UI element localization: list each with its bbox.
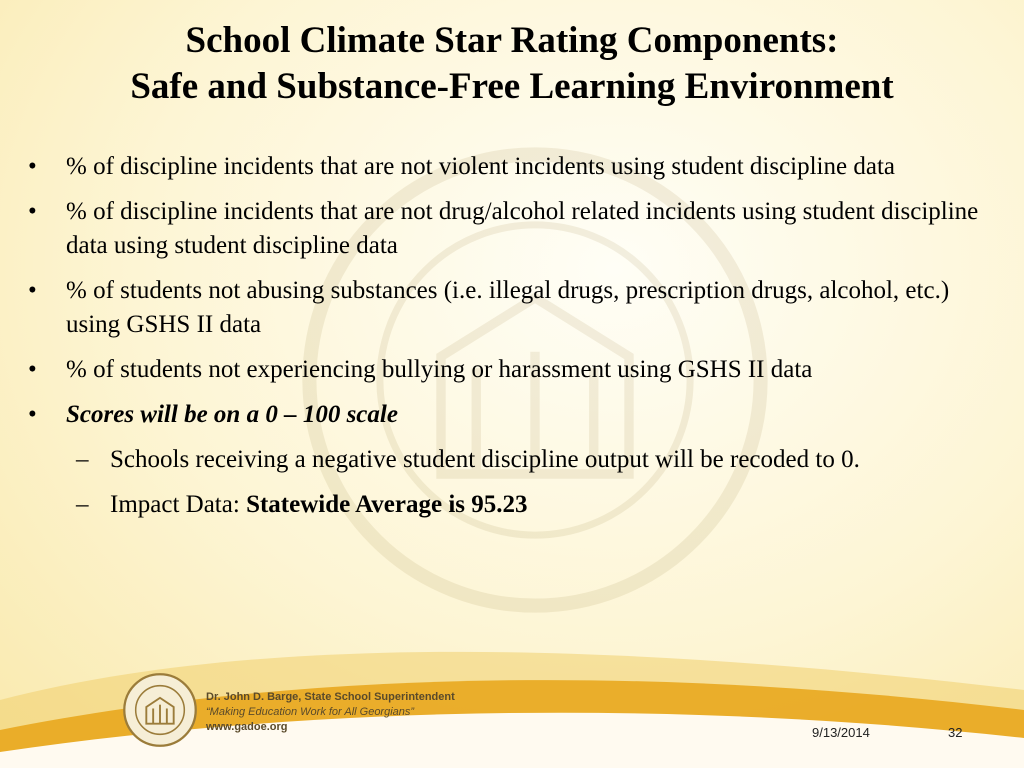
sub-bullet-impact [76, 488, 994, 522]
bullet-item [28, 274, 1002, 342]
bullet-mark: • [28, 277, 37, 304]
bullet-mark: • [28, 401, 37, 428]
content-body [0, 150, 1024, 533]
bullet-mark: • [28, 356, 37, 383]
bullet-text: % of students not experiencing bullying or harassment using GSHS II data [66, 356, 813, 383]
bullet-mark: • [28, 153, 37, 180]
bullet-text: % of students not abusing substances (i.e. illegal drugs, prescription drugs, alcohol, etc.) using GSHS II data [66, 277, 950, 338]
impact-value: Statewide Average is 95.23 [246, 491, 528, 518]
footer-motto: “Making Education Work for All Georgians” [206, 706, 415, 718]
slide-number: 32 [948, 725, 963, 740]
bullet-item-scale [28, 398, 1002, 432]
dash-mark: – [76, 491, 89, 518]
footer-text [206, 690, 455, 735]
bullet-item [28, 195, 1002, 263]
bullet-text: % of discipline incidents that are not violent incidents using student discipline data [66, 153, 895, 180]
title-line-1: School Climate Star Rating Components: [185, 20, 839, 61]
superintendent-name: Dr. John D. Barge, State School Superintendent [206, 691, 455, 703]
impact-prefix: Impact Data: [110, 491, 247, 518]
recode-text: Schools receiving a negative student discipline output will be recoded to 0. [110, 446, 860, 473]
bullet-item [28, 150, 1002, 184]
scale-note: Scores will be on a 0 – 100 scale [66, 401, 398, 428]
bullet-item [28, 353, 1002, 387]
sub-bullet-recode [76, 443, 994, 477]
bullet-text: % of discipline incidents that are not drug/alcohol related incidents using student discipline data using student discipline data [66, 198, 979, 259]
footer-url[interactable]: www.gadoe.org [206, 721, 288, 733]
dash-mark: – [76, 446, 89, 473]
department-of-education-logo [122, 672, 198, 748]
slide-title [0, 18, 1024, 110]
bullet-mark: • [28, 198, 37, 225]
slide-date: 9/13/2014 [812, 725, 870, 740]
title-line-2: Safe and Substance-Free Learning Environment [130, 66, 894, 107]
